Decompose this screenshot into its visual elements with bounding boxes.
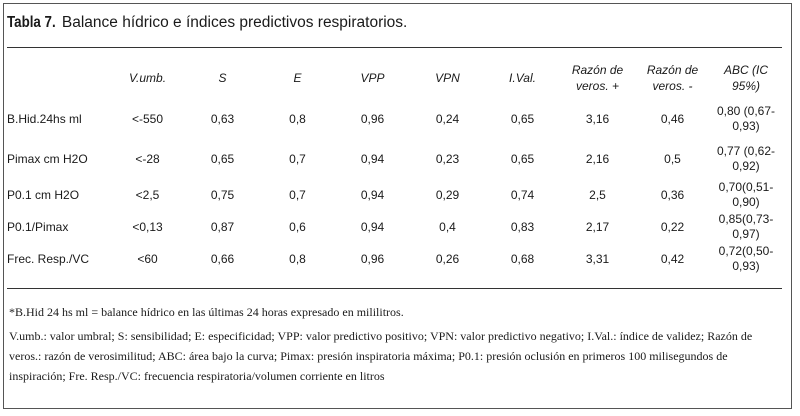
table-number: Tabla 7. — [7, 14, 56, 31]
title-divider — [7, 47, 782, 48]
table-cell: 0,65 — [210, 151, 235, 166]
table-cell: 0,94 — [360, 187, 385, 202]
table-cell: 0,65 — [510, 111, 535, 126]
table-cell: 0,8 — [289, 111, 306, 126]
header-cell: V.umb. — [128, 71, 167, 85]
table-cell: 0,80 (0,67-0,93) — [716, 104, 776, 133]
table-cell: 0,72(0,50-0,93) — [718, 244, 774, 273]
table-row — [7, 211, 782, 243]
row-label-cell: P0.1/Pimax — [7, 219, 69, 234]
table-footnotes — [9, 302, 779, 386]
table-cell: 0,46 — [660, 111, 685, 126]
table-cell: 0,68 — [510, 251, 535, 266]
header-cell: Razón de veros. - — [646, 63, 699, 93]
table-cell: 0,24 — [435, 111, 460, 126]
header-cell: I.Val. — [509, 71, 536, 85]
table-cell: <60 — [137, 251, 158, 266]
table-cell: 0,70(0,51-0,90) — [718, 180, 774, 209]
table-cell: 0,87 — [210, 219, 235, 234]
table-cell: <-550 — [131, 111, 164, 126]
header-row — [7, 57, 782, 99]
table-cell: <0,13 — [132, 219, 163, 234]
table-cell: 0,4 — [439, 219, 456, 234]
header-cell: ABC (IC 95%) — [723, 63, 768, 93]
table-cell: 0,6 — [289, 219, 306, 234]
table-cell: 0,42 — [660, 251, 685, 266]
table-title — [7, 14, 407, 32]
table-row — [7, 99, 782, 139]
table-cell: 0,8 — [289, 251, 306, 266]
row-label-cell: Pimax cm H2O — [7, 151, 88, 166]
table-cell: 0,26 — [435, 251, 460, 266]
table-bottom-divider — [7, 288, 782, 289]
table-cell: 0,23 — [435, 151, 460, 166]
table-cell: 0,75 — [210, 187, 235, 202]
table-cell: 0,96 — [360, 111, 385, 126]
table-cell: <2,5 — [135, 187, 160, 202]
table-cell: 0,7 — [289, 187, 306, 202]
footnote: *B.Hid 24 hs ml = balance hídrico en las últimas 24 horas expresado en mililitros. — [9, 305, 404, 319]
header-cell: Razón de veros. + — [571, 63, 624, 93]
table-cell: <-28 — [135, 151, 160, 166]
header-cell — [7, 57, 110, 99]
table-cell: 0,63 — [210, 111, 235, 126]
table-cell: 0,65 — [510, 151, 535, 166]
table-cell: 2,16 — [585, 151, 610, 166]
table-cell: 3,16 — [585, 111, 610, 126]
row-label-cell: B.Hid.24hs ml — [7, 111, 82, 126]
table-row — [7, 139, 782, 179]
table-cell: 0,85(0,73-0,97) — [718, 212, 774, 241]
table-cell: 0,22 — [660, 219, 685, 234]
row-label-cell: P0.1 cm H2O — [7, 187, 80, 202]
table-row — [7, 179, 782, 211]
table-cell: 0,96 — [360, 251, 385, 266]
table-cell: 0,83 — [510, 219, 535, 234]
results-table — [7, 57, 782, 275]
table-cell: 0,66 — [210, 251, 235, 266]
row-label-cell: Frec. Resp./VC — [7, 251, 90, 266]
table-caption: Balance hídrico e índices predictivos respiratorios. — [61, 14, 408, 31]
table-cell: 0,29 — [435, 187, 460, 202]
header-cell: S — [218, 71, 227, 85]
table-cell: 2,5 — [589, 187, 606, 202]
table-cell: 0,36 — [660, 187, 685, 202]
table-cell: 2,17 — [585, 219, 610, 234]
header-cell: E — [293, 71, 302, 85]
table-row — [7, 243, 782, 275]
header-cell: VPN — [435, 71, 460, 85]
table-cell: 0,5 — [664, 151, 681, 166]
table-cell: 0,77 (0,62-0,92) — [716, 144, 776, 173]
table-cell: 3,31 — [585, 251, 610, 266]
table-cell: 0,74 — [510, 187, 535, 202]
table-cell: 0,7 — [289, 151, 306, 166]
table-cell: 0,94 — [360, 219, 385, 234]
table-cell: 0,94 — [360, 151, 385, 166]
header-cell: VPP — [360, 71, 385, 85]
abbreviations-note: V.umb.: valor umbral; S: sensibilidad; E: especificidad; VPP: valor predictivo positivo; VPN: valor predictivo negativo; I.Val.: índice de validez; Razón de veros.: razón de verosimilitud; ABC: área bajo la curva; Pimax: presión inspiratoria máxima; P0.1: presión oclusión en primeros 100 milisegundos de inspiración; Fre. Resp./VC: frecuencia respiratoria/volumen corriente en litros — [9, 329, 753, 383]
